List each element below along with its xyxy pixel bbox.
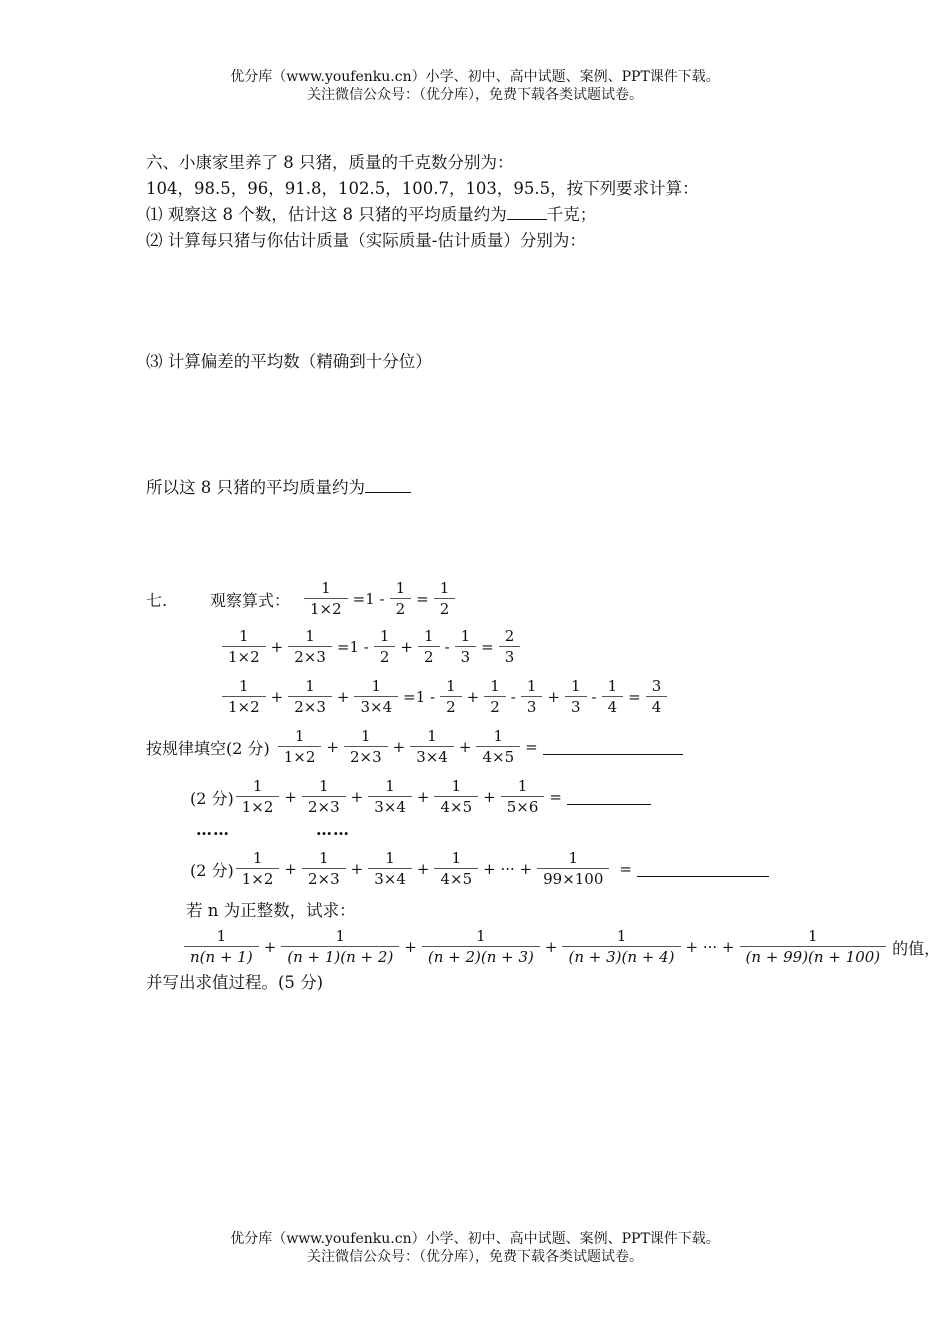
equals-sign: =: [619, 860, 632, 878]
fraction: $\frac{1}{4}$: [602, 678, 624, 717]
plus-sign: +: [416, 788, 430, 806]
plus-sign: +: [350, 788, 364, 806]
fraction: $\frac{1}{2\times 3}$: [288, 628, 332, 667]
fraction: $\frac{1}{1\times 2}$: [236, 778, 280, 817]
header-line-1: 优分库（www.youfenku.cn）小学、初中、高中试题、案例、PPT课件下载。: [230, 69, 720, 85]
fraction: $\frac{1}{2\times 3}$: [302, 850, 346, 889]
fraction: $\frac{1}{1\times 2}$: [236, 850, 280, 889]
fraction: $\frac{1}{4\times 5}$: [434, 778, 478, 817]
fraction: $\frac{1}{2}$: [484, 678, 506, 717]
q7-pattern-row-3: [220, 676, 669, 718]
fraction: $\frac{3}{4}$: [646, 678, 668, 717]
plus-sign: +: [416, 860, 430, 878]
fraction: $\frac{1}{(n + 2)(n + 3)}$: [422, 928, 540, 967]
q6-answer-blank-1[interactable]: [507, 203, 547, 220]
q7-fill-row-3: [190, 848, 769, 890]
fraction: $\frac{1}{3}$: [455, 628, 477, 667]
equals-one-minus: =1 -: [336, 638, 369, 656]
fraction: $\frac{1}{3\times 4}$: [368, 850, 412, 889]
fraction: $\frac{1}{3}$: [521, 678, 543, 717]
answer-blank-3[interactable]: [637, 862, 769, 877]
equals-sign: =: [549, 788, 562, 806]
footer-line-2: 关注微信公众号：（优分库），免费下载各类试题试卷。: [307, 1249, 643, 1265]
plus-cdots-plus: + ··· +: [483, 860, 533, 878]
fraction: $\frac{1}{99\times 100}$: [537, 850, 609, 889]
q6-data-line: 104，98.5，96，91.8，102.5，100.7，103，95.5，按下列要求计算：: [146, 179, 699, 198]
q6-answer-blank-2[interactable]: [365, 476, 411, 493]
fraction: $\frac{1}{3}$: [565, 678, 587, 717]
fraction: $\frac{1}{n(n + 1)}$: [184, 928, 259, 967]
fraction: $\frac{1}{1\times 2}$: [304, 580, 348, 619]
plus-sign: +: [404, 938, 417, 956]
fraction: $\frac{1}{4\times 5}$: [434, 850, 478, 889]
plus-sign: +: [284, 860, 297, 878]
q7-fill-prompt: 按规律填空(2 分): [146, 738, 270, 758]
q7-observe-text: 观察算式：: [210, 590, 291, 610]
q6-part-2: ⑵ 计算每只猪与你估计质量（实际质量-估计质量）分别为：: [146, 231, 586, 250]
score-label: (2 分): [190, 860, 234, 880]
ellipsis-right: ……: [316, 820, 350, 839]
equals-sign: =: [416, 590, 429, 608]
q7-n-prompt: 若 n 为正整数，试求：: [186, 901, 356, 920]
q7-fill-row-1: [146, 726, 683, 768]
q6-part-1-text: ⑴ 观察这 8 个数，估计这 8 只猪的平均质量约为: [146, 205, 507, 224]
q6-conclusion: [146, 475, 411, 501]
fraction: $\frac{1}{(n + 1)(n + 2)}$: [281, 928, 399, 967]
fraction: $\frac{1}{2}$: [418, 628, 440, 667]
fraction: $\frac{1}{2}$: [390, 580, 412, 619]
plus-sign: +: [263, 938, 277, 956]
value-suffix: 的值，: [892, 938, 941, 958]
fraction: $\frac{1}{2}$: [434, 580, 456, 619]
equals-one-minus: =1 -: [403, 688, 436, 706]
fraction: $\frac{1}{1\times 2}$: [222, 628, 266, 667]
minus-sign: -: [591, 688, 597, 706]
plus-sign: +: [392, 738, 406, 756]
q7-last-line: 并写出求值过程。(5 分): [146, 973, 324, 992]
equals-sign: =: [481, 638, 494, 656]
plus-sign: +: [284, 788, 297, 806]
fraction: $\frac{1}{3\times 4}$: [410, 728, 454, 767]
fraction: $\frac{1}{(n + 99)(n + 100)}$: [740, 928, 887, 967]
fraction: $\frac{1}{5\times 6}$: [501, 778, 545, 817]
header-line-2: 关注微信公众号：（优分库），免费下载各类试题试卷。: [307, 87, 643, 103]
q6-part-1: [146, 202, 699, 228]
plus-sign: +: [336, 688, 350, 706]
plus-sign: +: [270, 688, 284, 706]
q7-observe-row: [146, 578, 457, 620]
ellipsis-left: ……: [196, 820, 230, 839]
q6-part-1-unit: 千克；: [546, 205, 597, 224]
footer-line-1: 优分库（www.youfenku.cn）小学、初中、高中试题、案例、PPT课件下载。: [230, 1231, 720, 1247]
fraction: $\frac{1}{1\times 2}$: [222, 678, 266, 717]
q6-part-3: ⑶ 计算偏差的平均数（精确到十分位）: [146, 352, 432, 371]
plus-sign: +: [326, 738, 339, 756]
answer-blank-2[interactable]: [567, 790, 651, 805]
plus-sign: +: [458, 738, 472, 756]
q7-pattern-row-2: [220, 626, 522, 668]
score-label: (2 分): [190, 788, 234, 808]
fraction: $\frac{1}{(n + 3)(n + 4)}$: [562, 928, 680, 967]
plus-sign: +: [547, 688, 560, 706]
equals-sign: =: [628, 688, 641, 706]
fraction: $\frac{1}{1\times 2}$: [278, 728, 322, 767]
fraction: $\frac{1}{4\times 5}$: [476, 728, 520, 767]
q7-n-sum-row: [182, 926, 940, 968]
q6-conclusion-text: 所以这 8 只猪的平均质量约为: [146, 478, 365, 497]
page-footer: [0, 1230, 950, 1266]
plus-sign: +: [483, 788, 496, 806]
plus-sign: +: [544, 938, 558, 956]
plus-sign: +: [270, 638, 284, 656]
q7-label: 七.: [146, 590, 168, 610]
fraction: $\frac{1}{2}$: [374, 628, 396, 667]
plus-cdots-plus: + ··· +: [685, 938, 735, 956]
plus-sign: +: [400, 638, 413, 656]
fraction: $\frac{1}{2\times 3}$: [344, 728, 388, 767]
fraction: $\frac{1}{2\times 3}$: [288, 678, 332, 717]
fraction: $\frac{1}{3\times 4}$: [368, 778, 412, 817]
plus-sign: +: [466, 688, 480, 706]
minus-sign: -: [510, 688, 516, 706]
minus-sign: -: [444, 638, 450, 656]
answer-blank-1[interactable]: [543, 740, 683, 755]
fraction: $\frac{1}{2}$: [440, 678, 462, 717]
question-6: [146, 150, 699, 254]
fraction: $\frac{1}{2\times 3}$: [302, 778, 346, 817]
q7-fill-row-2: [190, 776, 651, 818]
fraction: $\frac{2}{3}$: [499, 628, 521, 667]
equals-one-minus: =1 -: [352, 590, 385, 608]
fraction: $\frac{1}{3\times 4}$: [354, 678, 398, 717]
equals-sign: =: [525, 738, 538, 756]
plus-sign: +: [350, 860, 364, 878]
page-header: [0, 68, 950, 104]
q6-title: 六、小康家里养了 8 只猪，质量的千克数分别为：: [146, 153, 514, 172]
